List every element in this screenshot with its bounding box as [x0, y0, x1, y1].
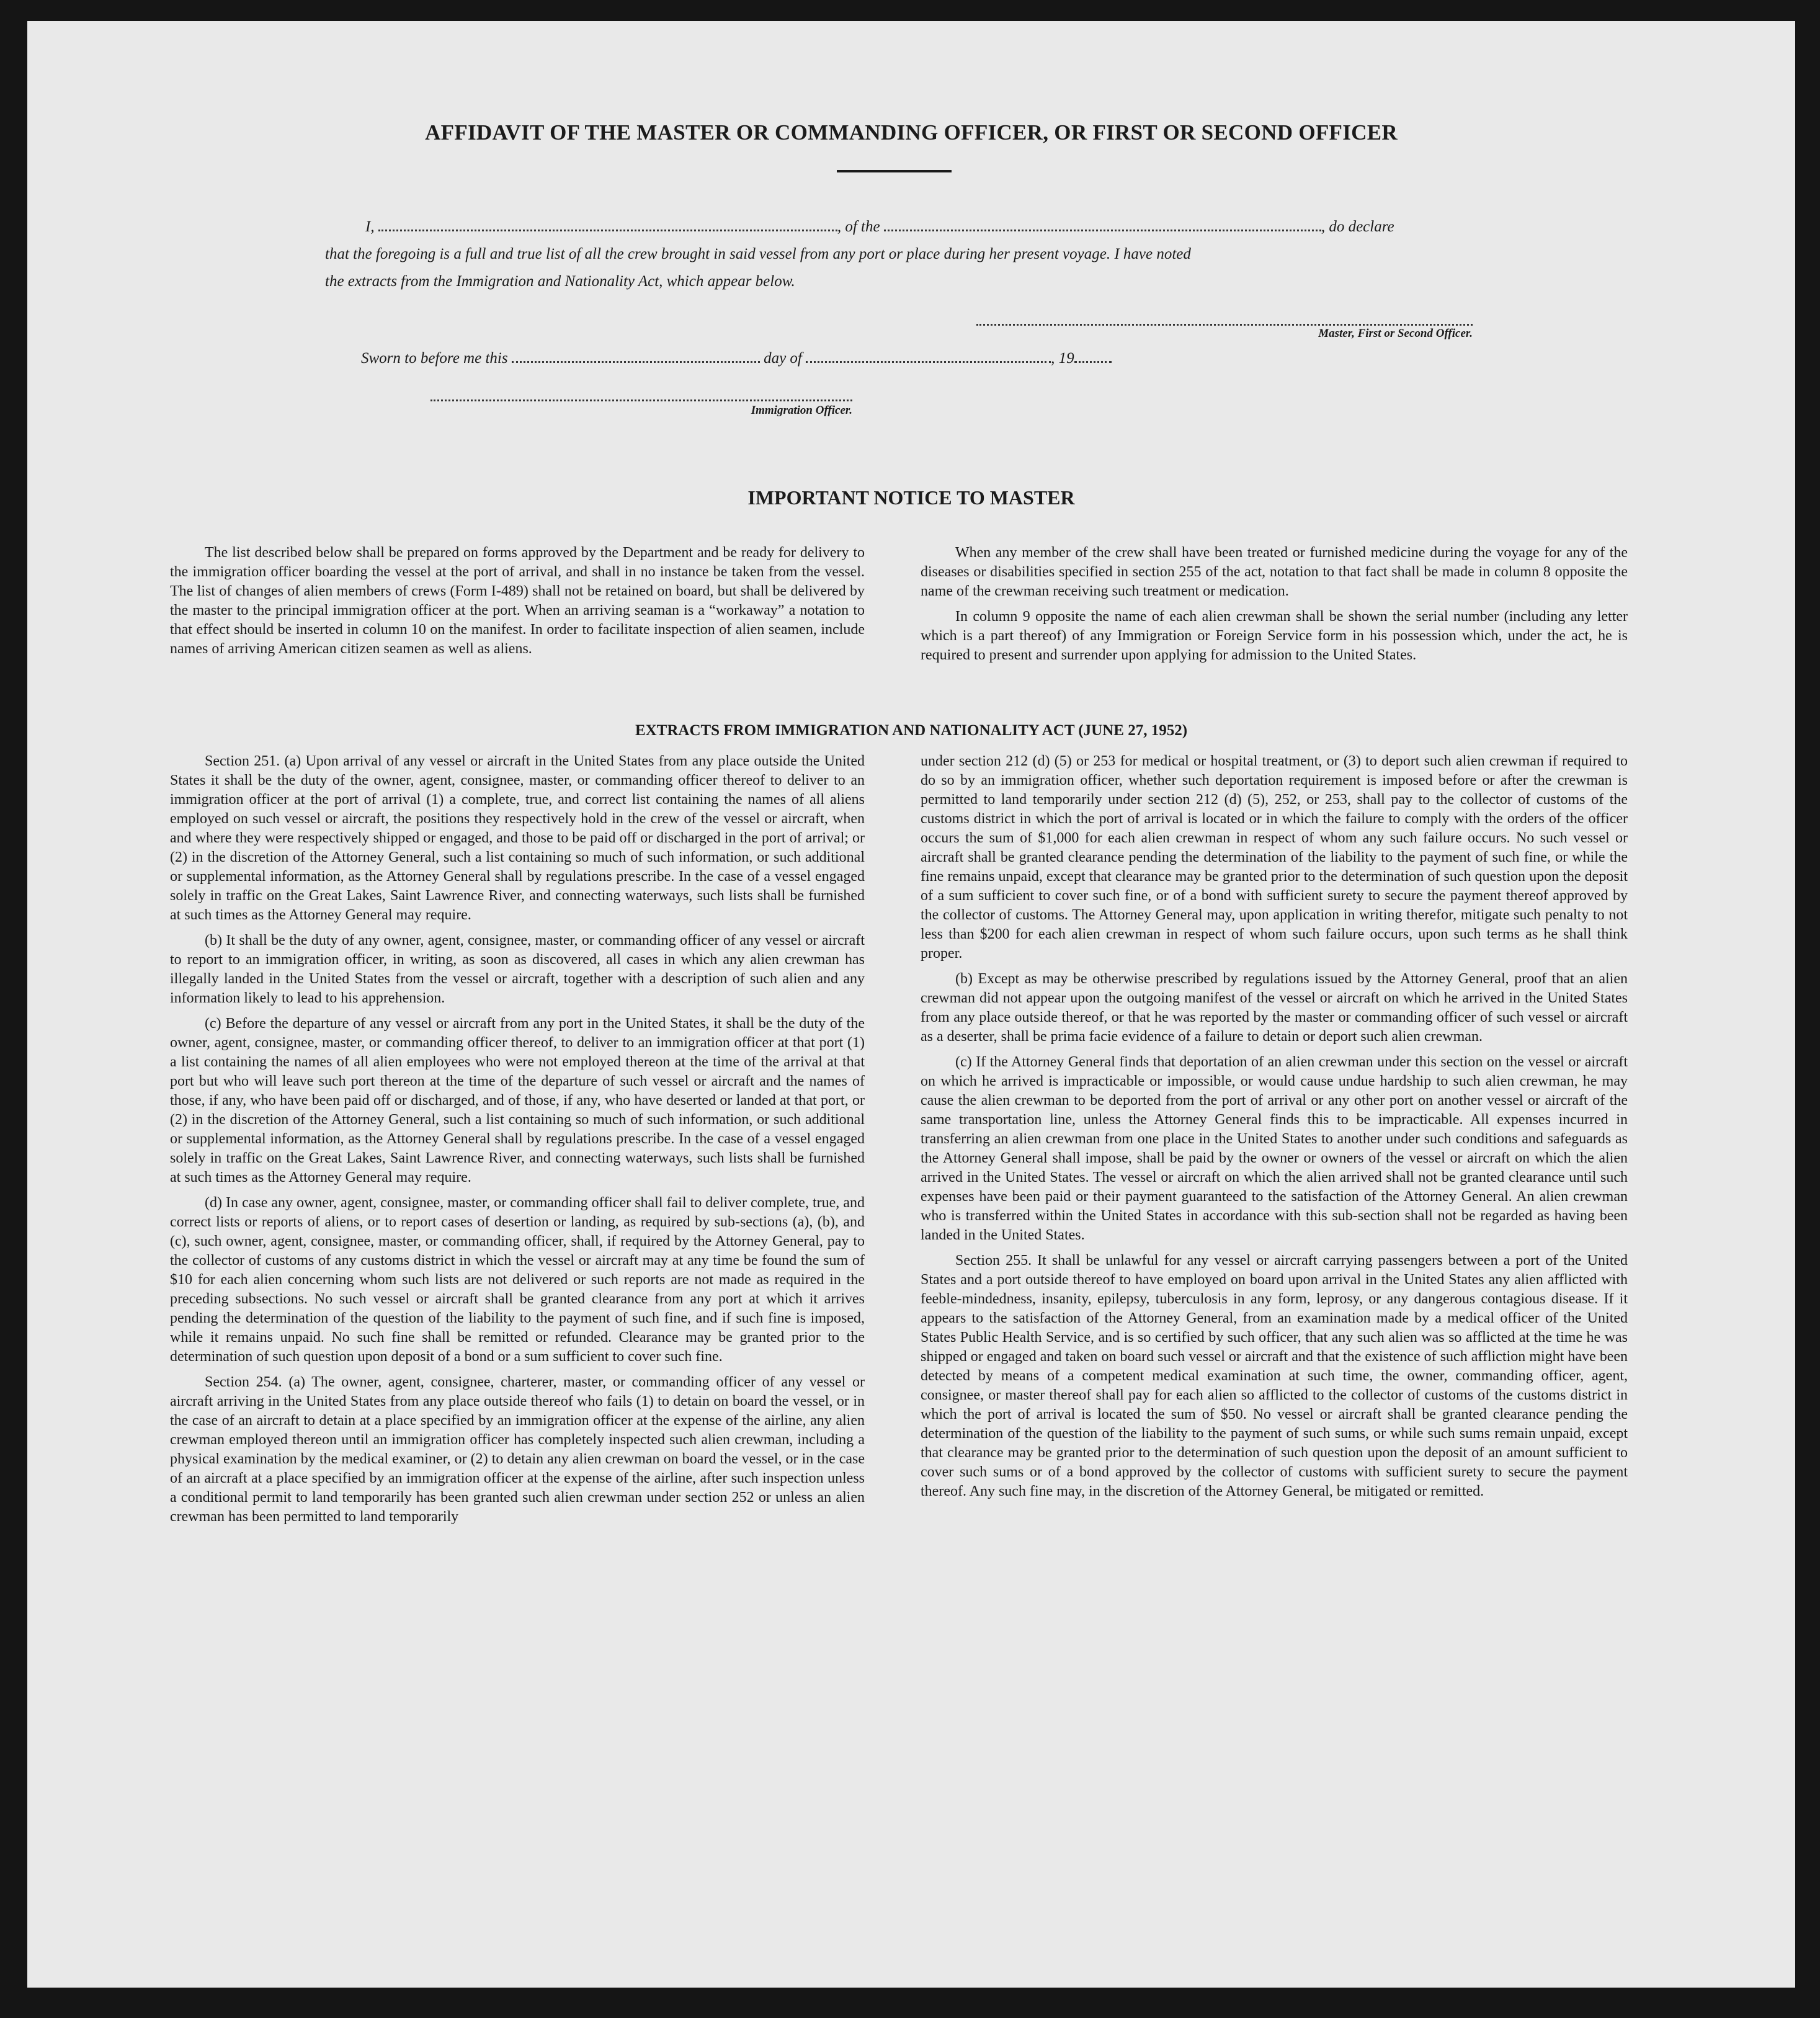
notice-right-column	[921, 543, 1628, 671]
affidavit-line-2: that the foregoing is a full and true list of all the crew brought in said vessel from any port or place during her present voyage. I have noted	[325, 246, 1191, 262]
extracts-right-column	[921, 752, 1628, 1507]
officer-caption: Immigration Officer.	[751, 404, 852, 417]
master-caption: Master, First or Second Officer.	[1318, 327, 1473, 340]
section-251-d: (d) In case any owner, agent, consignee, master, or commanding officer shall fail to deliver complete, true, and correct lists or reports of aliens, or to report cases of desertion or landing, as required by sub-sections (a), (b), and (c), such owner, agent, consignee, master, or commanding officer, shall, if required by the Attorney General, pay to the collector of customs of any customs district in which the vessel or aircraft may at any time be found the sum of $10 for each alien concerning whom such lists are not delivered or such reports are not made as required in the preceding subsections. No such vessel or aircraft shall be granted clearance from any port at which it arrives pending the determination of the question of the liability to the payment of such fine, and if such fine is imposed, while it remains unpaid. No such fine shall be remitted or refunded. Clearance may be granted prior to the determination of such question upon deposit of a bond or a sum sufficient to cover such fine.	[170, 1195, 865, 1365]
name-blank[interactable]	[378, 229, 837, 231]
affidavit-mid: , of the	[837, 218, 880, 235]
notice-right-paragraph-1: When any member of the crew shall have been treated or furnished medicine during the voyage for any of the diseases or disabilities specified in section 255 of the act, notation to that fact shall be made in column 8 opposite the name of the crewman receiving such treatment or medication.	[921, 545, 1628, 599]
affidavit-prefix: I,	[365, 218, 375, 235]
sworn-prefix: Sworn to before me this	[361, 350, 508, 367]
sworn-date-blank[interactable]	[512, 360, 760, 363]
affidavit-end: , do declare	[1321, 218, 1394, 235]
affidavit-title: AFFIDAVIT OF THE MASTER OR COMMANDING OFFICER, OR FIRST OR SECOND OFFICER	[425, 120, 1398, 145]
section-254-a: Section 254. (a) The owner, agent, consignee, charterer, master, or commanding officer of any vessel or aircraft arriving in the United States from any place outside thereof who fails (1) to detain on board the vessel, or in the case of an aircraft to detain at a place specified by an immigration officer at the expense of the airline, any alien crewman employed thereon until an immigration officer has completely inspected such alien crewman, including a physical examination by the medical examiner, or (2) to detain any alien crewman on board the vessel, or in the case of an aircraft at a place specified by an immigration officer at the expense of the airline, after such inspection unless a conditional permit to land temporarily has been granted such alien crewman under section 252 or unless an alien crewman has been permitted to land temporarily	[170, 1374, 865, 1525]
officer-signature-line[interactable]	[430, 400, 852, 401]
section-254-a-continued: under section 212 (d) (5) or 253 for medical or hospital treatment, or (3) to deport such alien crewman if required to do so by an immigration officer, whether such deportation requirement is imposed before or after the crewman is permitted to land temporarily under section 212 (d) (5), 252, or 253, shall pay to the collector of customs of the customs district in which the port of arrival is located or in which the failure to comply with the orders of the officer occurs the sum of $1,000 for each alien crewman in respect of whom any such failure occurs. No such vessel or aircraft shall be granted clearance pending the determination of the liability to the payment of such fine, or while the fine remains unpaid, except that clearance may be granted prior to the determination of such question upon the deposit of a sum sufficient to cover such fine, or of a bond with sufficient surety to secure the payment thereof approved by the collector of customs. The Attorney General may, upon application in writing therefor, mitigate such penalty to not less than $200 for each alien crewman in respect of whom such failure occurs, upon such terms as he shall think proper.	[921, 753, 1628, 962]
section-251-c: (c) Before the departure of any vessel or aircraft from any port in the United States, it shall be the duty of the owner, agent, consignee, master, or commanding officer thereof, to deliver to an immigration officer at that port (1) a list containing the names of all alien employees who were not employed thereon at the time of the arrival at that port but who will leave such port thereon at the time of the departure of such vessel or aircraft and the names of those, if any, who have been paid off or discharged, and of those, if any, who have deserted or landed at that port, or (2) in the discretion of the Attorney General, such a list containing so much of such information, or such additional or supplemental information, as the Attorney General shall by regulations prescribe. In the case of a vessel engaged solely in traffic on the Great Lakes, Saint Lawrence River, and connecting waterways, such lists shall be furnished at such times as the Attorney General may require.	[170, 1016, 865, 1185]
section-254-c: (c) If the Attorney General finds that deportation of an alien crewman under this section on the vessel or aircraft on which he arrived is impracticable or impossible, or would cause undue hardship to such alien crewman, he may cause the alien crewman to be deported from the port of arrival or any other port on another vessel or aircraft of the same transportation line, unless the Attorney General finds this to be impracticable. All expenses incurred in transferring an alien crewman from one place in the United States to another under such conditions and safeguards as the Attorney General shall impose, shall be paid by the owner or owners of the vessel or aircraft on which the alien arrived in the United States. The vessel or aircraft on which the alien arrived shall not be granted clearance until such expenses have been paid or their payment guaranteed to the satisfaction of the Attorney General. An alien crewman who is transferred within the United States in accordance with this sub-section shall not be regarded as having been landed in the United States.	[921, 1054, 1628, 1243]
document-page	[27, 21, 1795, 1988]
notice-title: IMPORTANT NOTICE TO MASTER	[747, 486, 1075, 509]
master-signature-line[interactable]	[976, 324, 1473, 326]
section-254-b: (b) Except as may be otherwise prescribed by regulations issued by the Attorney General, proof that an alien crewman did not appear upon the outgoing manifest of the vessel or aircraft on which he arrived in the United States from any place outside thereof, or that he was reported by the master or commanding officer of such vessel or aircraft as a deserter, shall be prima facie evidence of a failure to detain or deport such alien crewman.	[921, 971, 1628, 1045]
notice-right-paragraph-2: In column 9 opposite the name of each alien crewman shall be shown the serial number (including any letter which is a part thereof) of any Immigration or Foreign Service form in his possession which, under the act, he is required to present and surrender upon applying for admission to the United States.	[921, 609, 1628, 663]
section-251-a: Section 251. (a) Upon arrival of any vessel or aircraft in the United States from any place outside the United States it shall be the duty of the owner, agent, consignee, master, or commanding officer thereof to deliver to an immigration officer at the port of arrival (1) a complete, true, and correct list containing the names of all aliens employed on such vessel or aircraft, the positions they respectively hold in the crew of the vessel or aircraft, when and where they were respectively shipped or engaged, and those to be paid off or discharged in the port of arrival; or (2) in the discretion of the Attorney General, such a list containing so much of such information, or such additional or supplemental information, as the Attorney General shall by regulations prescribe. In the case of a vessel engaged solely in traffic on the Great Lakes, Saint Lawrence River, and connecting waterways, such lists shall be furnished at such times as the Attorney General may require.	[170, 753, 865, 923]
affidavit-line-3: the extracts from the Immigration and Nationality Act, which appear below.	[325, 273, 795, 290]
sworn-line	[361, 350, 1254, 367]
vessel-blank[interactable]	[884, 229, 1321, 231]
sworn-year-label: , 19	[1051, 350, 1074, 367]
sworn-month-blank[interactable]	[806, 360, 1051, 363]
section-255: Section 255. It shall be unlawful for any vessel or aircraft carrying passengers between a port of the United States and a port outside thereof to have employed on board upon arrival in the United States any alien afflicted with feeble-mindedness, insanity, epilepsy, tuberculosis in any form, leprosy, or any dangerous contagious disease. If it appears to the satisfaction of the Attorney General, from an examination made by a medical officer of the United States Public Health Service, and is so certified by such officer, that any such alien was so afflicted at the time he was shipped or engaged and taken on board such vessel or aircraft and that the existence of such affliction might have been detected by means of a competent medical examination at such time, the owner, commanding officer, agent, consignee, or master thereof shall pay for each alien so afflicted to the collector of customs of the customs district in which the port of arrival is located the sum of $50. No vessel or aircraft shall be granted clearance pending the determination of the question of the liability to the payment of such sums, or while such sums remain unpaid, except that clearance may be granted prior to the determination of such question upon the deposit of an amount sufficient to cover such sums or of a bond approved by the collector of customs with sufficient surety to secure the payment thereof. Any such fine may, in the discretion of the Attorney General, be mitigated or remitted.	[921, 1252, 1628, 1499]
extracts-left-column	[170, 752, 865, 1533]
notice-left-column	[170, 543, 865, 665]
title-rule	[837, 170, 952, 172]
extracts-title: EXTRACTS FROM IMMIGRATION AND NATIONALITY ACT (JUNE 27, 1952)	[635, 722, 1188, 739]
section-251-b: (b) It shall be the duty of any owner, agent, consignee, master, or commanding officer of any vessel or aircraft to report to an immigration officer, in writing, as soon as discovered, all cases in which any alien crewman has illegally landed in the United States from the vessel or aircraft, together with a description of such alien and any information likely to lead to his apprehension.	[170, 932, 865, 1006]
notice-left-paragraph: The list described below shall be prepared on forms approved by the Department and be ready for delivery to the immigration officer boarding the vessel at the port of arrival, and shall in no instance be taken from the vessel. The list of changes of alien members of crews (Form I-489) shall not be retained on board, but shall be delivered by the master to the principal immigration officer at the port. When an arriving seaman is a “workaway” a notation to that effect should be inserted in column 10 on the manifest. In order to facilitate inspection of alien seamen, include names of arriving American citizen seamen as well as aliens.	[170, 545, 865, 657]
sworn-day-label: day of	[764, 350, 802, 367]
affidavit-line-1	[365, 218, 1501, 236]
sworn-year-blank[interactable]	[1074, 360, 1112, 363]
